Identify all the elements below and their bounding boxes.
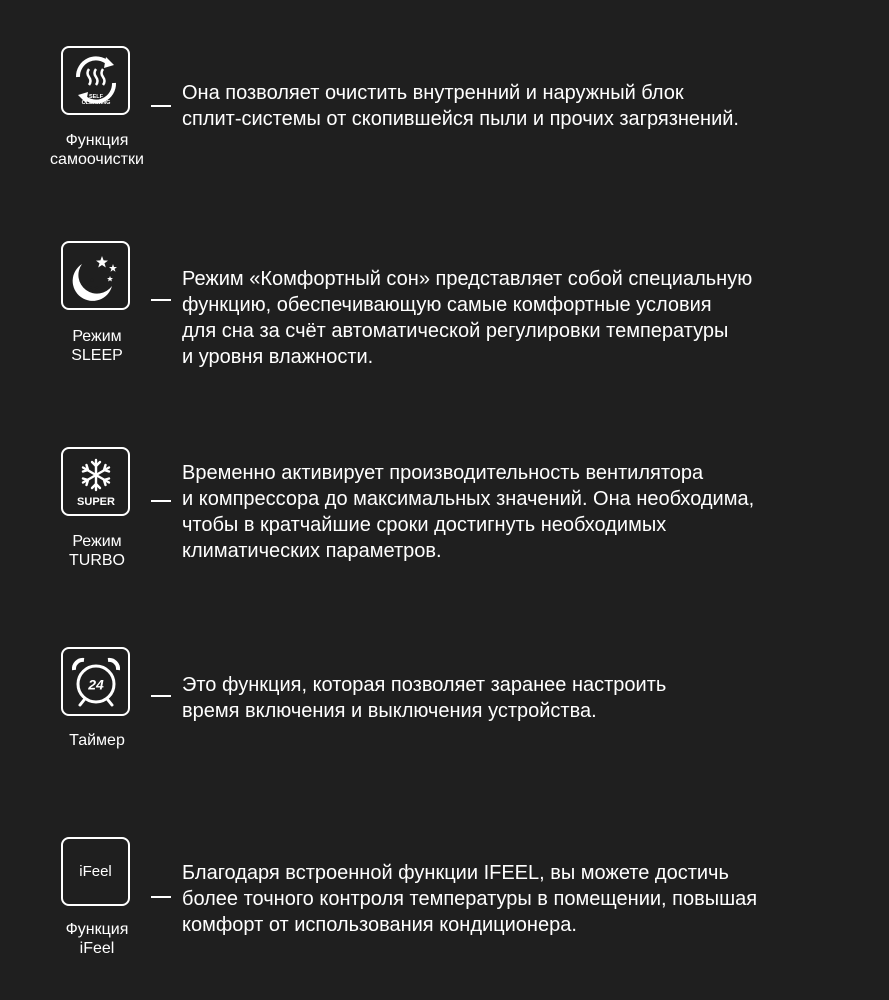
dash-separator (151, 500, 171, 502)
feature-label-line: Функция (65, 132, 129, 149)
description-line: Благодаря встроенной функции IFEEL, вы можете достичь (182, 862, 729, 884)
feature-description (182, 266, 872, 370)
feature-label (27, 731, 167, 750)
self-cleaning-icon (61, 46, 130, 115)
description-line: функцию, обеспечивающую самые комфортные условия (182, 294, 712, 316)
description-line: для сна за счёт автоматической регулировки температуры (182, 320, 729, 342)
dash-separator (151, 896, 171, 898)
description-line: время включения и выключения устройства. (182, 700, 597, 722)
self-cleaning-icon-text: CLEANING (81, 99, 110, 106)
description-line: комфорт от использования кондиционера. (182, 914, 577, 936)
feature-label-line: Режим (72, 328, 122, 345)
description-line: и уровня влажности. (182, 346, 374, 368)
clock-24-text: 24 (87, 676, 104, 692)
ifeel-icon (61, 837, 130, 906)
feature-label-line: самоочистки (50, 151, 144, 168)
snowflake-super-icon (61, 447, 130, 516)
description-line: сплит-системы от скопившейся пыли и прочих загрязнений. (182, 108, 739, 130)
feature-description (182, 80, 872, 132)
super-icon-text: SUPER (76, 495, 115, 508)
description-line: и компрессора до максимальных значений. Она необходима, (182, 488, 755, 510)
description-line: Временно активирует производительность вентилятора (182, 462, 704, 484)
feature-label-line: Режим (72, 533, 122, 550)
feature-label-line: TURBO (69, 552, 125, 569)
feature-label (27, 131, 167, 169)
self-cleaning-icon-text: SELF (88, 93, 103, 100)
description-line: более точного контроля температуры в помещении, повышая (182, 888, 758, 910)
feature-description (182, 460, 872, 564)
description-line: Режим «Комфортный сон» представляет собой специальную (182, 268, 753, 290)
feature-label-line: iFeel (79, 940, 115, 957)
dash-separator (151, 299, 171, 301)
feature-label (27, 532, 167, 570)
dash-separator (151, 105, 171, 107)
dash-separator (151, 695, 171, 697)
description-line: Это функция, которая позволяет заранее настроить (182, 674, 667, 696)
moon-stars-icon (61, 241, 130, 310)
description-line: чтобы в кратчайшие сроки достигнуть необходимых (182, 514, 667, 536)
feature-label (27, 920, 167, 958)
feature-label-line: Функция (65, 921, 129, 938)
feature-description (182, 672, 872, 724)
description-line: Она позволяет очистить внутренний и наружный блок (182, 82, 684, 104)
feature-description (182, 860, 872, 938)
feature-label (27, 327, 167, 365)
alarm-clock-24-icon (61, 647, 130, 716)
feature-label-line: SLEEP (71, 347, 123, 364)
description-line: климатических параметров. (182, 540, 442, 562)
feature-label-line: Таймер (69, 732, 125, 749)
ifeel-icon-text: iFeel (79, 863, 112, 880)
